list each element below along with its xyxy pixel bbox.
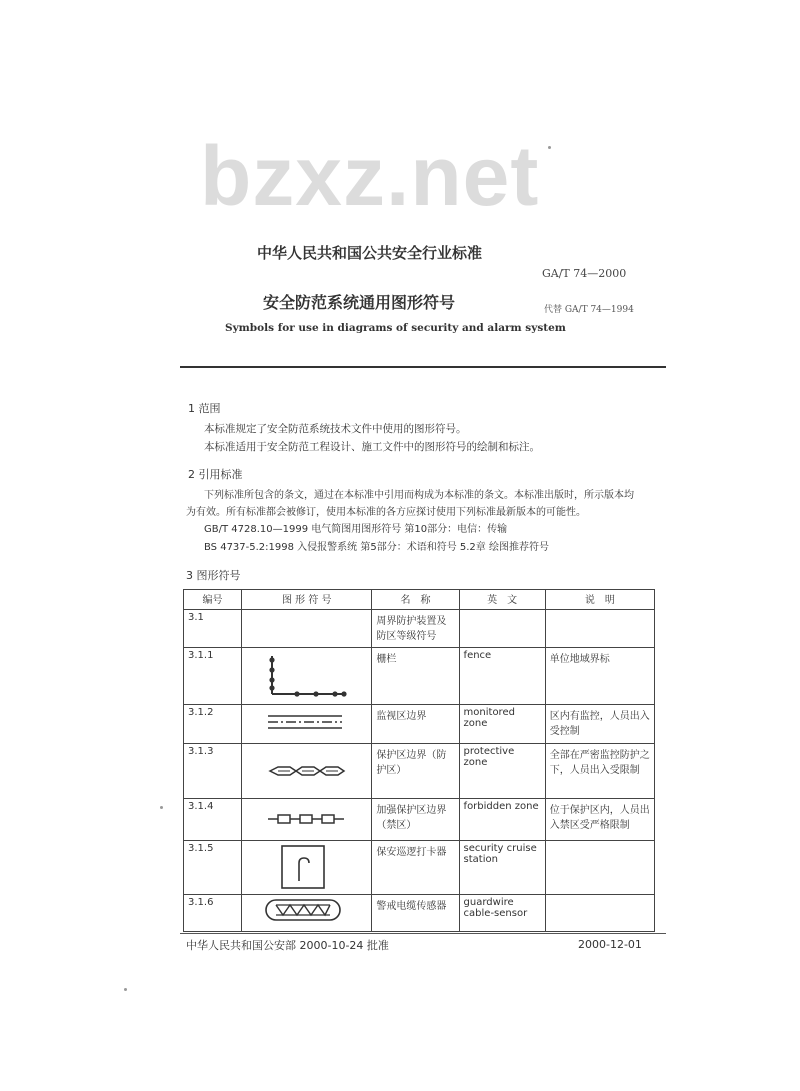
row-symbol (242, 744, 372, 799)
protective-zone-icon (242, 744, 363, 798)
standard-number: GA/T 74—2000 (542, 267, 627, 280)
header-number: 编号 (184, 590, 242, 610)
row-number: 3.1.5 (184, 841, 242, 895)
table-row (184, 799, 655, 841)
row-english (459, 610, 545, 648)
table-row (184, 705, 655, 744)
row-symbol (242, 648, 372, 705)
scan-speck (548, 146, 551, 149)
row-english: protective zone (459, 744, 545, 799)
approval-line: 中华人民共和国公安部 2000-10-24 批准 (186, 939, 389, 952)
replaces-note: 代替 GA/T 74—1994 (544, 305, 634, 315)
implementation-date: 2000-12-01 (578, 938, 642, 951)
row-english: security cruise station (459, 841, 545, 895)
scan-speck (160, 806, 163, 809)
watermark: bzxz.net (200, 129, 540, 223)
cruise-station-icon (242, 841, 363, 894)
row-description (545, 895, 654, 932)
fence-icon (242, 648, 363, 704)
table-header-row (184, 590, 655, 610)
section-3-heading: 3 图形符号 (186, 569, 241, 582)
row-name: 保护区边界（防护区） (372, 744, 459, 799)
table-row (184, 744, 655, 799)
table-row (184, 895, 655, 932)
table-row (184, 610, 655, 648)
guardwire-sensor-icon (242, 895, 363, 931)
row-description: 单位地域界标 (545, 648, 654, 705)
row-number: 3.1 (184, 610, 242, 648)
row-description: 位于保护区内，人员出入禁区受严格限制 (545, 799, 654, 841)
row-symbol (242, 841, 372, 895)
row-description (545, 610, 654, 648)
row-name: 栅栏 (372, 648, 459, 705)
header-description: 说 明 (545, 590, 654, 610)
row-english: fence (459, 648, 545, 705)
footer-divider (180, 933, 666, 934)
header-divider (180, 366, 666, 368)
section-2-heading: 2 引用标准 (188, 468, 243, 481)
symbol-table (183, 589, 655, 932)
row-number: 3.1.2 (184, 705, 242, 744)
row-name: 保安巡逻打卡器 (372, 841, 459, 895)
header-symbol: 图 形 符 号 (242, 590, 372, 610)
section-1-heading: 1 范围 (188, 402, 221, 415)
forbidden-zone-icon (242, 799, 363, 840)
row-english: guardwire cable-sensor (459, 895, 545, 932)
row-symbol (242, 705, 372, 744)
row-description (545, 841, 654, 895)
row-number: 3.1.1 (184, 648, 242, 705)
row-description: 全部在严密监控防护之下，人员出入受限制 (545, 744, 654, 799)
reference-gb-4728: GB/T 4728.10—1999 电气简图用图形符号 第10部分：电信：传输 (204, 524, 508, 535)
issuing-organization: 中华人民共和国公共安全行业标准 (257, 244, 483, 262)
row-number: 3.1.3 (184, 744, 242, 799)
row-name: 监视区边界 (372, 705, 459, 744)
section-1-paragraph-2: 本标准适用于安全防范工程设计、施工文件中的图形符号的绘制和标注。 (204, 441, 540, 453)
standard-title: 安全防范系统通用图形符号 (263, 293, 456, 312)
header-english: 英 文 (459, 590, 545, 610)
table-row (184, 841, 655, 895)
section-2-paragraph-line-2: 为有效。所有标准都会被修订，使用本标准的各方应探讨使用下列标准最新版本的可能性。 (186, 507, 586, 518)
section-1-paragraph-1: 本标准规定了安全防范系统技术文件中使用的图形符号。 (204, 423, 467, 435)
row-english: monitored zone (459, 705, 545, 744)
row-symbol (242, 895, 372, 932)
english-title: Symbols for use in diagrams of security and alarm system (225, 322, 566, 334)
monitored-zone-icon (242, 705, 363, 743)
row-name: 周界防护装置及防区等级符号 (372, 610, 459, 648)
row-english: forbidden zone (459, 799, 545, 841)
row-description: 区内有监控，人员出入受控制 (545, 705, 654, 744)
scan-speck (124, 988, 127, 991)
reference-bs-4737: BS 4737-5.2:1998 入侵报警系统 第5部分：术语和符号 5.2章 绘图推荐符号 (204, 542, 549, 553)
row-name: 加强保护区边界（禁区） (372, 799, 459, 841)
row-name: 警戒电缆传感器 (372, 895, 459, 932)
row-number: 3.1.4 (184, 799, 242, 841)
row-number: 3.1.6 (184, 895, 242, 932)
section-2-paragraph-line-1: 下列标准所包含的条文，通过在本标准中引用而构成为本标准的条文。本标准出版时，所示版本均 (204, 490, 634, 501)
header-name: 名 称 (372, 590, 459, 610)
table-row (184, 648, 655, 705)
row-symbol (242, 799, 372, 841)
row-symbol-empty (242, 610, 372, 648)
